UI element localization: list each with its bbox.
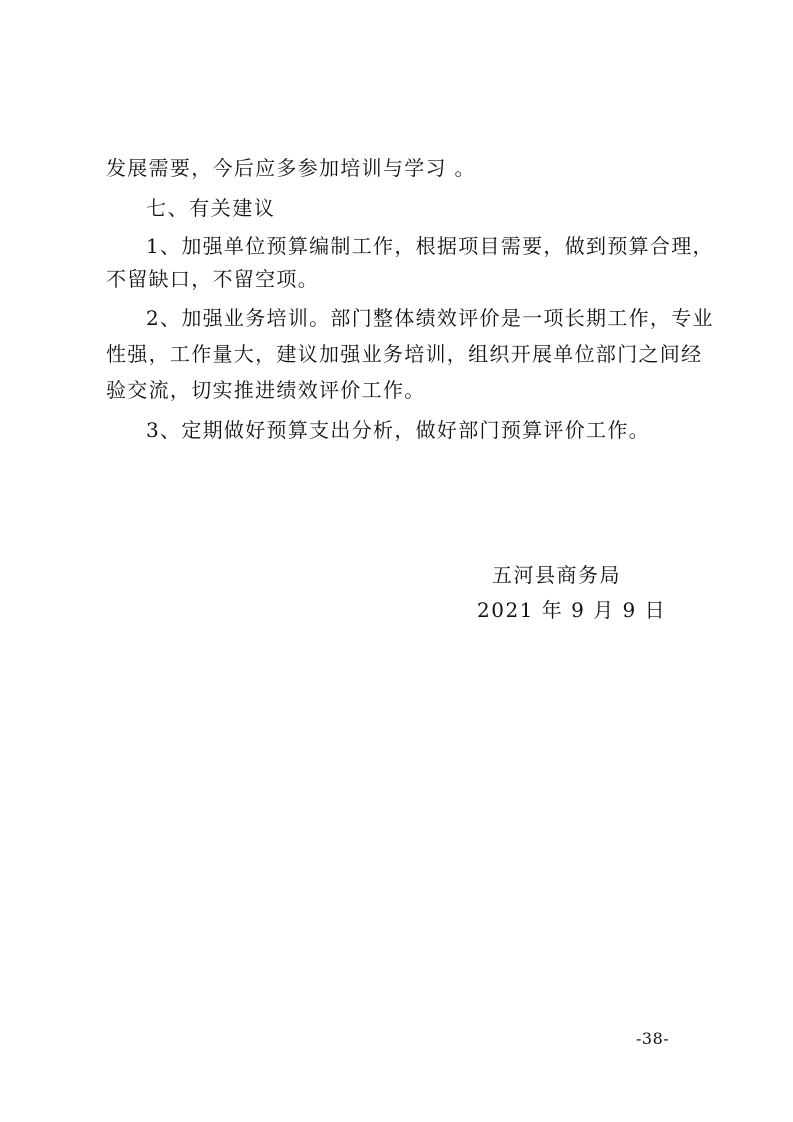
signature-date: 2021 年 9 月 9 日 — [477, 598, 667, 622]
suggestion-2-line-2: 性强，工作量大，建议加强业务培训，组织开展单位部门之间经 — [106, 342, 703, 366]
continuation-text-line: 发展需要，今后应多参加培训与学习 。 — [106, 156, 476, 180]
signature-organization: 五河县商务局 — [492, 563, 621, 587]
suggestion-1-line-1: 1、加强单位预算编制工作，根据项目需要，做到预算合理， — [146, 234, 714, 258]
section-heading: 七、有关建议 — [146, 196, 276, 220]
suggestion-3-line-1: 3、定期做好预算支出分析，做好部门预算评价工作。 — [146, 418, 650, 442]
suggestion-1-line-2: 不留缺口，不留空项。 — [106, 267, 319, 291]
suggestion-2-line-3: 验交流，切实推进绩效评价工作。 — [106, 378, 426, 402]
suggestion-2-line-1: 2、加强业务培训。部门整体绩效评价是一项长期工作，专业 — [146, 306, 714, 330]
page-number: -38- — [636, 1029, 670, 1048]
